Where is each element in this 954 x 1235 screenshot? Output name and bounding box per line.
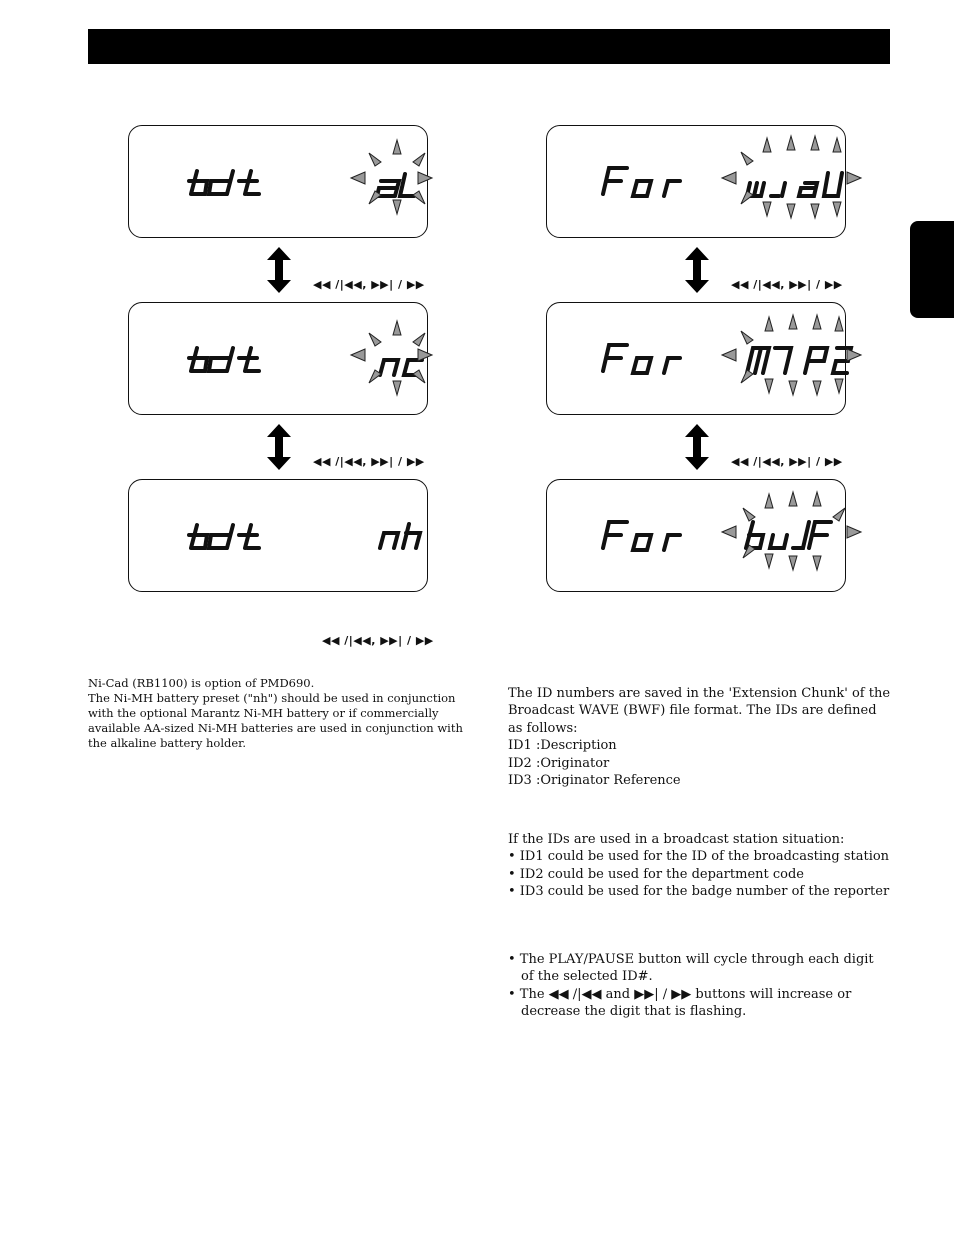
note-line: with the optional Marantz Ni-MH battery or if commercially <box>88 706 439 720</box>
id-line: ID1 :Description <box>508 738 617 754</box>
lcd-display-battery-al <box>128 125 428 238</box>
button-bullet: • The ◀◀ /|◀◀ and ▶▶| / ▶▶ buttons will increase or decrease the digit that is flashing. <box>508 986 852 1020</box>
id-line: Broadcast WAVE (BWF) file format. The IDs are defined <box>508 703 877 719</box>
double-arrow-icon <box>267 247 291 293</box>
lcd-segments <box>547 480 845 591</box>
broadcast-intro: If the IDs are used in a broadcast station situation: <box>508 832 845 847</box>
skip-buttons-label: ◀◀ /|◀◀, ▶▶| / ▶▶ <box>731 455 843 468</box>
broadcast-bullet: • ID1 could be used for the ID of the broadcasting station <box>508 849 890 865</box>
button-usage-paragraph <box>508 951 888 1021</box>
note-line: Ni-Cad (RB1100) is option of PMD690. <box>88 676 315 690</box>
lcd-segments <box>129 480 427 591</box>
id-line: The ID numbers are saved in the 'Extension Chunk' of the <box>508 686 891 701</box>
skip-buttons-label: ◀◀ /|◀◀, ▶▶| / ▶▶ <box>731 278 843 291</box>
double-arrow-icon <box>685 424 709 470</box>
skip-buttons-label: ◀◀ /|◀◀, ▶▶| / ▶▶ <box>322 634 434 647</box>
battery-note <box>88 676 478 751</box>
button-bullet: • The PLAY/PAUSE button will cycle through each digit of the selected ID#. <box>508 952 874 985</box>
id-line: ID2 :Originator <box>508 755 610 771</box>
id-line: as follows: <box>508 720 578 736</box>
lcd-display-format-bwf <box>546 479 846 592</box>
skip-buttons-label: ◀◀ /|◀◀, ▶▶| / ▶▶ <box>313 455 425 468</box>
double-arrow-icon <box>685 247 709 293</box>
header-bar <box>88 29 890 64</box>
double-arrow-icon <box>267 424 291 470</box>
note-line: available AA-sized Ni-MH batteries are used in conjunction with <box>88 721 463 735</box>
lcd-segments <box>547 126 845 237</box>
lcd-segments <box>547 303 845 414</box>
lcd-display-battery-nc <box>128 302 428 415</box>
id-line: ID3 :Originator Reference <box>508 773 681 789</box>
lcd-display-format-wav <box>546 125 846 238</box>
section-tab <box>910 221 954 318</box>
lcd-display-format-mp2 <box>546 302 846 415</box>
id-definition-paragraph <box>508 685 898 789</box>
broadcast-paragraph <box>508 831 898 901</box>
broadcast-bullet: • ID2 could be used for the department code <box>508 866 804 882</box>
note-line: the alkaline battery holder. <box>88 736 247 750</box>
skip-buttons-label: ◀◀ /|◀◀, ▶▶| / ▶▶ <box>313 278 425 291</box>
lcd-segments <box>129 126 427 237</box>
lcd-segments <box>129 303 427 414</box>
note-line: The Ni-MH battery preset ("nh") should be used in conjunction <box>88 691 456 705</box>
broadcast-bullet: • ID3 could be used for the badge number of the reporter <box>508 884 890 900</box>
lcd-display-battery-nh <box>128 479 428 592</box>
